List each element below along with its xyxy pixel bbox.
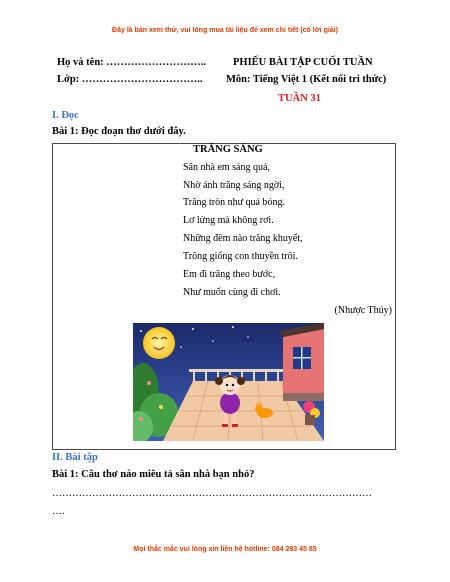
sheet-title: PHIẾU BÀI TẬP CUỐI TUẦN xyxy=(233,57,373,68)
section-reading-heading: I. Đọc xyxy=(52,110,79,121)
week-label: TUẦN 31 xyxy=(278,93,321,104)
answer-line[interactable]: …………………………………………………………………………………… xyxy=(52,488,372,499)
answer-line[interactable]: …. xyxy=(52,506,65,517)
poem-line: Như muốn cùng đi chơi. xyxy=(183,287,281,298)
poem-line: Em đi trăng theo bước, xyxy=(183,269,276,280)
poem-line: Những đêm nào trăng khuyết, xyxy=(183,233,303,244)
poem-author: (Nhược Thúy) xyxy=(334,305,392,316)
moon-icon xyxy=(143,327,175,359)
poem-title: TRĂNG SÁNG xyxy=(193,144,263,155)
section-exercise-heading: II. Bài tập xyxy=(52,452,98,463)
lesson-1-instruction: Bài 1: Đọc đoạn thơ dưới đây. xyxy=(52,126,186,137)
moonlit-courtyard-illustration xyxy=(133,323,324,441)
poem-line: Sân nhà em sáng quá, xyxy=(183,162,270,173)
exercise-1-question: Bài 1: Câu thơ nào miêu tả sân nhà bạn nhỏ? xyxy=(52,469,255,480)
poem-line: Trông giống con thuyền trôi. xyxy=(183,251,298,262)
poem-line: Trăng tròn như quả bóng. xyxy=(183,197,285,208)
poem-line: Nhờ ánh trăng sáng ngời, xyxy=(183,180,285,191)
student-name-field: Họ và tên: ……………………….. xyxy=(57,57,207,68)
student-class-field: Lớp: …………………………….. xyxy=(57,74,203,85)
hotline-notice: Mọi thắc mắc vui lòng xin liên hệ hotline: 084 283 45 85 xyxy=(133,546,317,553)
poem-line: Lơ lửng mà không rơi. xyxy=(183,215,274,226)
preview-notice: Đây là bản xem thử, vui lòng mua tài liệu để xem chi tiết (có lời giải) xyxy=(112,27,338,34)
subject-label: Môn: Tiếng Việt 1 (Kết nối tri thức) xyxy=(226,74,387,85)
